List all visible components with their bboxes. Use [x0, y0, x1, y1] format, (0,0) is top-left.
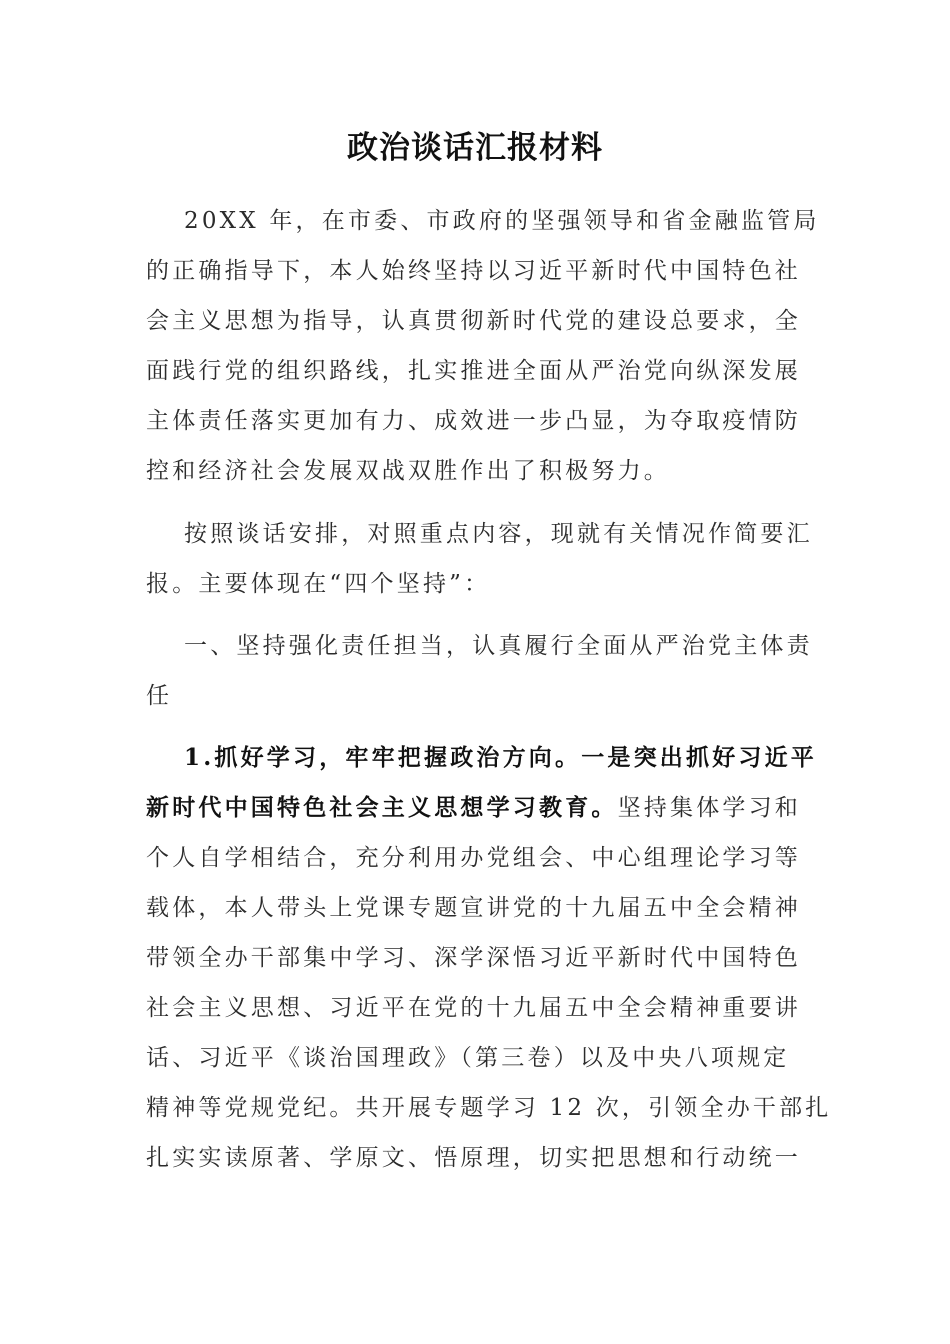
bold-text-line: 1.抓好学习，牢牢把握政治方向。一是突出抓好习近平 [184, 744, 818, 771]
text-line: 的正确指导下，本人始终坚持以习近平新时代中国特色社 [146, 258, 801, 284]
text-line: 带领全办干部集中学习、深学深悟习近平新时代中国特色 [146, 945, 801, 971]
text-line: 控和经济社会发展双战双胜作出了积极努力。 [146, 458, 670, 484]
text-line: 会主义思想为指导，认真贯彻新时代党的建设总要求，全 [146, 308, 801, 334]
bold-text-span: 新时代中国特色社会主义思想学习教育。 [146, 794, 618, 821]
text-line: 报。主要体现在“四个坚持”： [146, 571, 491, 597]
text-line: 精神等党规党纪。共开展专题学习 12 次，引领全办干部扎 [146, 1095, 832, 1121]
text-line: 载体，本人带头上党课专题宣讲党的十九届五中全会精神 [146, 895, 801, 921]
text-line: 扎实实读原著、学原文、悟原理，切实把思想和行动统一 [146, 1145, 801, 1171]
section-heading-one [146, 621, 813, 721]
document-title: 政治谈话汇报材料 [347, 130, 603, 166]
mixed-text-line [146, 783, 806, 833]
text-line: 话、习近平《谈治国理政》（第三卷）以及中央八项规定 [146, 1045, 790, 1071]
text-line: 面践行党的组织路线，扎实推进全面从严治党向纵深发展 [146, 358, 801, 384]
text-line: 按照谈话安排，对照重点内容，现就有关情况作简要汇 [184, 521, 813, 547]
text-line: 任 [146, 683, 173, 709]
intro-paragraph [146, 196, 820, 496]
text-line: 社会主义思想、习近平在党的十九届五中全会精神重要讲 [146, 995, 801, 1021]
arrangement-paragraph [146, 509, 813, 609]
text-line: 个人自学相结合，充分利用办党组会、中心组理论学习等 [146, 845, 801, 871]
text-span: 坚持集体学习和 [617, 795, 802, 821]
study-paragraph [146, 733, 832, 1183]
text-line: 20XX 年，在市委、市政府的坚强领导和省金融监管局 [184, 208, 820, 234]
text-line: 一、坚持强化责任担当，认真履行全面从严治党主体责 [184, 633, 813, 659]
text-line: 主体责任落实更加有力、成效进一步凸显，为夺取疫情防 [146, 408, 801, 434]
